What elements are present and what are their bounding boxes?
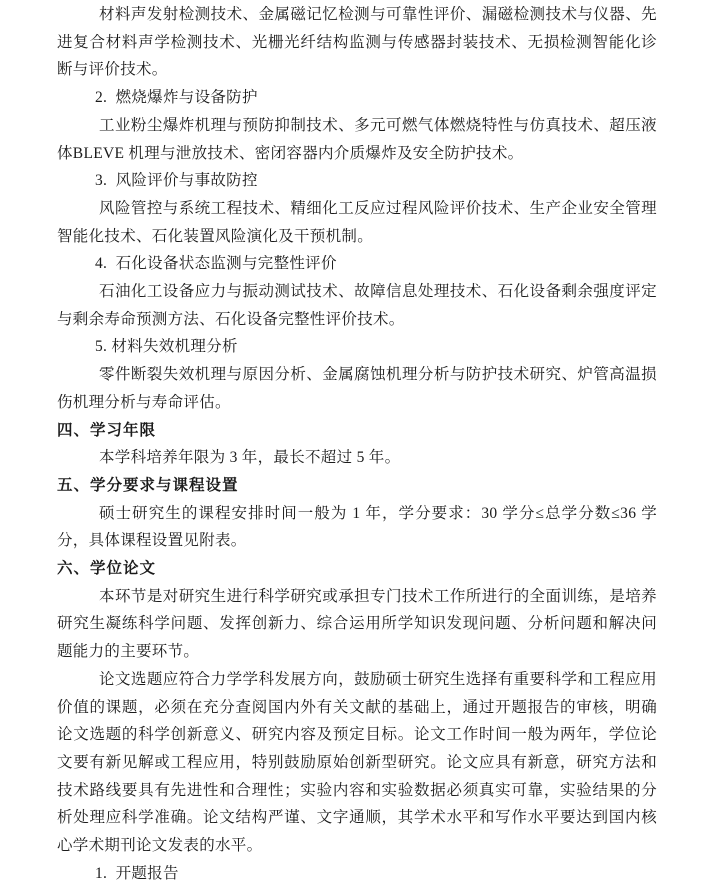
numbered-subheading-1-proposal: 1. 开题报告 — [95, 864, 179, 882]
section-heading-6-thesis: 六、学位论文 — [57, 560, 157, 578]
section-heading-5-credits-courses: 五、学分要求与课程设置 — [57, 476, 239, 494]
paragraph: 本学科培养年限为 3 年，最长不超过 5 年。 — [99, 449, 401, 467]
paragraph: 硕士研究生的课程安排时间一般为 1 年，学分要求：30 学分≤总学分数≤36 学分，具体课程设置见附表。 — [57, 504, 657, 550]
numbered-subheading-3: 3. 风险评价与事故防控 — [95, 172, 258, 190]
numbered-subheading-2: 2. 燃烧爆炸与设备防护 — [95, 89, 258, 107]
paragraph: 风险管控与系统工程技术、精细化工反应过程风险评价技术、生产企业安全管理智能化技术、石化装置风险演化及干预机制。 — [57, 199, 657, 245]
paragraph: 石油化工设备应力与振动测试技术、故障信息处理技术、石化设备剩余强度评定与剩余寿命预测方法、石化设备完整性评价技术。 — [57, 283, 657, 328]
paragraph: 工业粉尘爆炸机理与预防抑制技术、多元可燃气体燃烧特性与仿真技术、超压液体BLEVE 机理与泄放技术、密闭容器内介质爆炸及安全防护技术。 — [57, 116, 657, 162]
paragraph: 材料声发射检测技术、金属磁记忆检测与可靠性评价、漏磁检测技术与仪器、先进复合材料声学检测技术、光栅光纤结构监测与传感器封装技术、无损检测智能化诊断与评价技术。 — [57, 6, 657, 79]
paragraph: 本环节是对研究生进行科学研究或承担专门技术工作所进行的全面训练，是培养研究生凝练科学问题、发挥创新力、综合运用所学知识发现问题、分析问题和解决问题能力的主要环节。 — [57, 587, 657, 661]
numbered-subheading-4: 4. 石化设备状态监测与完整性评价 — [95, 255, 337, 273]
paragraph: 论文选题应符合力学学科发展方向，鼓励硕士研究生选择有重要科学和工程应用价值的课题，必须在充分查阅国内外有关文献的基础上，通过开题报告的审核，明确论文选题的科学创新意义、研究内容及预定目标。论文工作时间一般为两年，学位论文要有新见解或工程应用，特别鼓励原始创新型研究。论文应具有新意，研究方法和技术路线要具有先进性和合理性；实验内容和实验数据必须真实可靠，实验结果的分析处理应科学准确。论文结构严谨、文字通顺，其学术水平和写作水平要达到国内核心学术期刊论文发表的水平。 — [57, 670, 657, 855]
numbered-subheading-5: 5. 材料失效机理分析 — [95, 338, 238, 356]
section-heading-4-study-duration: 四、学习年限 — [57, 421, 157, 439]
paragraph: 零件断裂失效机理与原因分析、金属腐蚀机理分析与防护技术研究、炉管高温损伤机理分析与寿命评估。 — [57, 366, 657, 411]
